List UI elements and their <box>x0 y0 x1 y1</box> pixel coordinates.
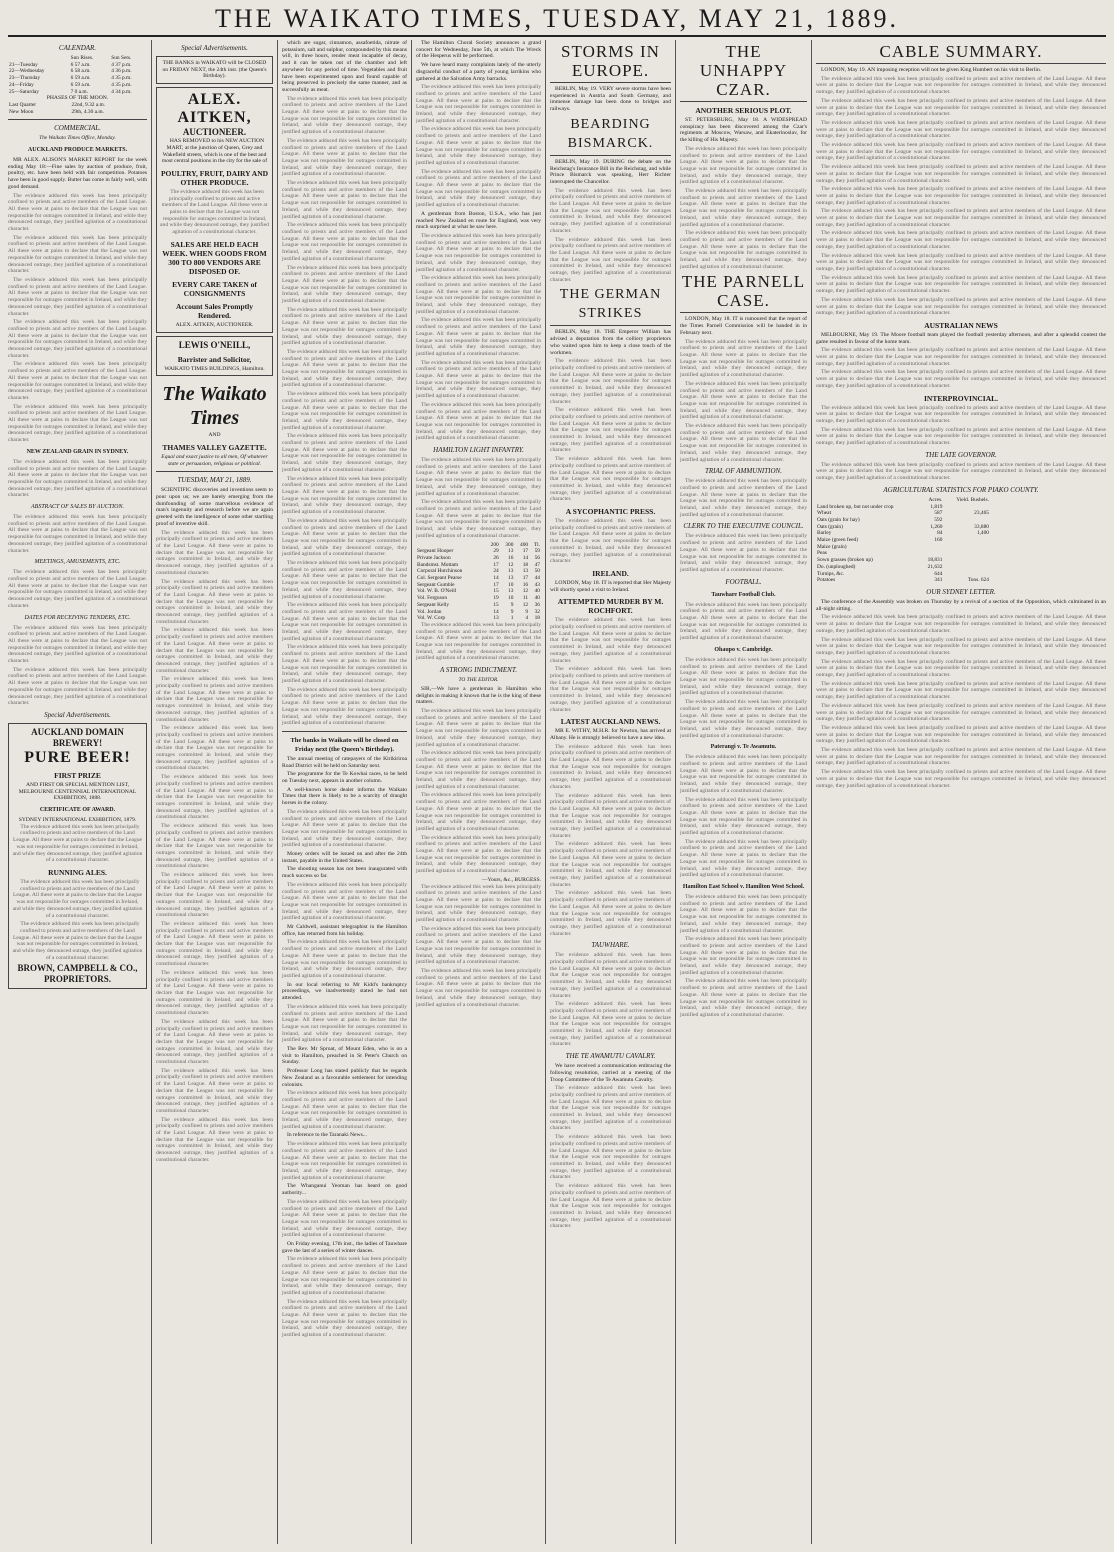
article-text: The evidence adduced this week has been principally confined to priests and active members of the Land League. All these were at pains to declare that the League was not responsible for outrages committed in Ireland, and while they denounced outrage, they justified agitation of a constitutional character. <box>8 569 147 609</box>
column-3 <box>278 40 412 1544</box>
light-infantry-heading: HAMILTON LIGHT INFANTRY. <box>433 446 524 455</box>
table-row: Maize (green feed) 160 <box>817 537 943 544</box>
article-text: The evidence adduced this week has been principally confined to priests and active members of the Land League. All these were at pains to declare that the League was not responsible for outrages committed in Ireland, and while they denounced outrage, they justified agitation of a constitutional character. <box>550 1001 671 1048</box>
article-text: The evidence adduced this week has been principally confined to priests and active members of the Land League. All these were at pains to declare that the League was not responsible for outrages committed in Ireland, and while they denounced outrage, they justified agitation of a constitutional character. <box>680 338 807 379</box>
table-row: Maize (grain) <box>817 543 847 550</box>
article-text: LONDON, May 18. IT is rumoured that the report of the Times Parnell Commission will be handed in in February next. <box>680 316 807 336</box>
domain-title: AUCKLAND DOMAIN <box>31 726 124 737</box>
sycophantic-heading: A SYCOPHANTIC PRESS. <box>565 507 656 517</box>
oneill-address: WAIKATO TIMES BUILDINGS, Hamilton. <box>164 365 265 372</box>
cavalry-heading: THE TE AWAMUTU CAVALRY. <box>565 1052 656 1061</box>
article-text: The evidence adduced this week has been principally confined to priests and active members of the Land League. All these were at pains to declare that the League was not responsible for outrages committed in Ireland, and while they denounced outrage, they justified agitation of a constitutional character. <box>8 192 147 233</box>
article-text: The evidence adduced this week has been principally confined to priests and active members of the Land League. All these were at pains to declare that the League was not responsible for outrages committed in Ireland, and while they denounced outrage, they justified agitation of a constitutional character. <box>550 1085 671 1132</box>
article-text: The evidence adduced this week has been principally confined to priests and active members of the Land League. All these were at pains to declare that the League was not responsible for outrages committed in Ireland, and while they denounced outrage, they justified agitation of a constitutional character. <box>816 769 1106 789</box>
table-row: Last Quarter 22nd, 9.32 a.m. <box>9 101 106 108</box>
article-text: The evidence adduced this week has been principally confined to priests and active members of the Land League. All these were at pains to declare that the League was not responsible for outrages committed in Ireland, and while they denounced outrage, they justified agitation of a constitutional character. <box>816 186 1106 206</box>
article-text: The conference of the Assembly was broken on Thursday by a revival of a section of the Opposition, which culminated in an all-night sitting. <box>816 599 1106 612</box>
commercial-subheading: The Waikato Times Office, Monday. <box>39 135 116 142</box>
article-text: The evidence adduced this week has been principally confined to priests and active members of the Land League. All these were at pains to declare that the League was not responsible for outrages committed in Ireland, and while they denounced outrage, they justified agitation of a constitutional character. <box>816 208 1106 228</box>
latest-auckland-heading: LATEST AUCKLAND NEWS. <box>560 717 661 727</box>
article-text: The evidence adduced this week has been principally confined to priests and active members of the Land League. All these were at pains to declare that the League was not responsible for outrages committed in Ireland, and while they denounced outrage, they justified agitation of a constitutional character. <box>680 656 807 697</box>
table-row: Peas <box>817 550 827 557</box>
article-text: In reference to the Taranaki News... <box>287 1132 367 1139</box>
nameplate-and: AND <box>208 432 221 439</box>
article-text: The evidence adduced this week has been principally confined to priests and active members of the Land League. All these were at pains to declare that the League was not responsible for outrages committed in Ireland, and while they denounced outrage, they justified agitation of a constitutional character. <box>816 230 1106 250</box>
dates-heading: DATES FOR RECEIVING TENDERS, ETC. <box>24 614 131 621</box>
article-text: The evidence adduced this week has been principally confined to priests and active members of the Land League. All these were at pains to declare that the League was not responsible for outrages committed in Ireland, and while they denounced outrage, they justified agitation of a constitutional character. <box>282 1003 407 1044</box>
article-text: The evidence adduced this week has been principally confined to priests and active members of the Land League. All these were at pains to declare that the League was not responsible for outrages committed in Ireland, and while they denounced outrage, they justified agitation of a constitutional character. <box>282 95 407 136</box>
article-text: The evidence adduced this week has been principally confined to priests and active members of the Land League. All these were at pains to declare that the League was not responsible for outrages committed in Ireland, and while they denounced outrage, they justified agitation of a constitutional character. <box>156 1018 273 1066</box>
gazette-title: THAMES VALLEY GAZETTE. <box>162 442 267 452</box>
article-text: Professor Long has stated publicly that he regards New Zealand as a favourable settlement for intending colonists. <box>282 1068 407 1088</box>
oneill-advert <box>156 336 273 377</box>
article-text: The evidence adduced this week has been principally confined to priests and active members of the Land League. All these were at pains to declare that the League was not responsible for outrages committed in Ireland, and while they denounced outrage, they justified agitation of a constitutional character. <box>156 823 273 870</box>
running-ales: RUNNING ALES. <box>48 867 107 877</box>
article-text: The evidence adduced this week has been principally confined to priests and active members of the Land League. All these were at pains to declare that the League was not responsible for outrages committed in Ireland, and while they denounced outrage, they justified agitation of a constitutional character. <box>416 925 541 966</box>
cable-heading: CABLE SUMMARY. <box>816 42 1106 64</box>
article-text: The evidence adduced this week has been principally confined to priests and active members of the Land League. All these were at pains to declare that the League was not responsible for outrages committed in Ireland, and while they denounced outrage, they justified agitation of a constitutional character. <box>816 426 1106 447</box>
aitken-sign: ALEX. AITKEN, AUCTIONEER. <box>175 321 254 328</box>
pure-beer-title: PURE BEER! <box>24 748 131 766</box>
grain-heading: NEW ZEALAND GRAIN IN SYDNEY. <box>26 448 129 455</box>
article-text: Money orders will be issued on and after the 24th instant, payable in the United States. <box>282 851 407 864</box>
article-text: The evidence adduced this week has been principally confined to priests and active members of the Land League. All these were at pains to declare that the League was not responsible for outrages committed in Ireland, and while they denounced outrage, they justified agitation of a constitutional character. <box>156 969 273 1017</box>
table-row: Oats (grain for hay) 592 <box>817 516 943 523</box>
article-text: The Rev. Mr Sproat, of Mount Eden, who is on a visit to Hamilton, preached in St Peter's Church on Sunday. <box>282 1046 407 1066</box>
brewery-advert <box>8 723 147 989</box>
table-row: Turnips, &c. 644 <box>817 570 943 577</box>
signature: —Yours, &c., BURGESS. <box>481 876 541 883</box>
article-text: The evidence adduced this week has been principally confined to priests and active members of the Land League. All these were at pains to declare that the League was not responsible for outrages committed in Ireland, and while they denounced outrage, they justified agitation of a constitutional character. <box>816 296 1106 317</box>
table-row: Sergeant Hooper 29 13 17 59 <box>417 548 540 555</box>
article-text: The evidence adduced this week has been principally confined to priests and active members of the Land League. All these were at pains to declare that the League was not responsible for outrages committed in Ireland, and while they denounced outrage, they justified agitation of a constitutional character. <box>816 119 1106 140</box>
first-prize-sub: AND FIRST OR SPECIAL MENTION LIST, MELBOURNE CENTENNIAL INTERNATIONAL EXHIBITION, 1888. <box>18 781 137 802</box>
table-row: Vol. W. Corp 13 1 4 18 <box>417 615 540 622</box>
article-text: The evidence adduced this week has been principally confined to priests and active members of the Land League. All these were at pains to declare that the League was not responsible for outrages committed in Ireland, and while they denounced outrage, they justified agitation of a constitutional character. <box>282 644 407 684</box>
banks-advert <box>156 56 273 84</box>
article-text: The evidence adduced this week has been principally confined to priests and active members of the Land League. All these were at pains to declare that the League was not responsible for outrages committed in Ireland, and while they denounced outrage, they justified agitation of a constitutional character. <box>282 180 407 220</box>
article-text: The evidence adduced this week has been principally confined to priests and active members of the Land League. All these were at pains to declare that the League was not responsible for outrages committed in Ireland, and while they denounced outrage, they justified agitation of a constitutional character. <box>416 834 541 875</box>
article-text: The evidence adduced this week has been principally confined to priests and active members of the Land League. All these were at pains to declare that the League was not responsible for outrages committed in Ireland, and while they denounced outrage, they justified agitation of a constitutional character. <box>282 137 407 178</box>
agri-heading: AGRICULTURAL STATISTICS FOR PIAKO COUNTY. <box>883 485 1039 494</box>
article-text: The evidence adduced this week has been principally confined to priests and active members of the Land League. All these were at pains to declare that the League was not responsible for outrages committed in Ireland, and while they denounced outrage, they justified agitation of a constitutional character. <box>416 359 541 400</box>
article-text: The evidence adduced this week has been principally confined to priests and active members of the Land League. All these were at pains to declare that the League was not responsible for outrages committed in Ireland, and while they denounced outrage, they justified agitation of a constitutional character. <box>680 838 807 879</box>
masthead-rule <box>8 35 1106 37</box>
table-row: 23—Thursday 6 59 a.m. 4 35 p.m. <box>9 75 132 82</box>
article-text: The evidence adduced this week has been principally confined to priests and active members of the Land League. All these were at pains to declare that the League was not responsible for outrages committed in Ireland, and while they denounced outrage, they justified agitation of a constitutional character. <box>550 743 671 790</box>
article-text: We have received a communication embracing the following resolution, carried at a meeting of the Troop Committee of the Te Awamutu Cavalry. <box>550 1063 671 1083</box>
article-text: The programme for the Te Kowhai races, to be held on Tuesday next, appears in another column. <box>282 771 407 785</box>
column-5 <box>546 40 676 1544</box>
article-text: The evidence adduced this week has been principally confined to priests and active members of the Land League. All these were at pains to declare that the League was not responsible for outrages committed in Ireland, and while they denounced outrage, they justified agitation of a constitutional character. <box>12 823 143 864</box>
article-text: The annual meeting of ratepayers of the Kirikiriroa Road District will be held on Saturday next. <box>282 755 407 769</box>
article-text: The evidence adduced this week has been principally confined to priests and active members of the Land League. All these were at pains to declare that the League was not responsible for outrages committed in Ireland, and while they denounced outrage, they justified agitation of a constitutional character. <box>12 921 143 961</box>
article-text: The shooting season has not been inaugurated with much success so far. <box>282 866 407 880</box>
article-text: MR E. WITHY, M.H.R. for Newton, has arrived at Albany. He is strongly believed to have a new idea. <box>550 728 671 741</box>
article-text: The evidence adduced this week has been principally confined to priests and active members of the Land League. All these were at pains to declare that the League was not responsible for outrages committed in Ireland, and while they denounced outrage, they justified agitation of a constitutional character. <box>550 407 671 454</box>
oneill-title: Barrister and Solicitor, <box>177 354 252 364</box>
article-text: The Whanganui Yeoman has heard on good authority... <box>282 1183 407 1197</box>
certificate: CERTIFICATE OF AWARD. <box>39 807 116 814</box>
article-text: The evidence adduced this week has been principally confined to priests and active members of the Land League. All these were at pains to declare that the League was not responsible for outrages committed in Ireland, and while they denounced outrage, they justified agitation of a constitutional character. <box>282 517 407 558</box>
article-text: The evidence adduced this week has been principally confined to priests and active members of the Land League. All these were at pains to declare that the League was not responsible for outrages committed in Ireland, and while they denounced outrage, they justified agitation of a constitutional character. <box>416 84 541 124</box>
article-text: The evidence adduced this week has been principally confined to priests and active members of the Land League. All these were at pains to declare that the League was not responsible for outrages committed in Ireland, and while they denounced outrage, they justified agitation of a constitutional character. <box>816 636 1106 656</box>
article-text: The evidence adduced this week has been principally confined to priests and active members of the Land League. All these were at pains to declare that the League was not responsible for outrages committed in Ireland, and while they denounced outrage, they justified agitation of a constitutional character. <box>416 457 541 497</box>
article-text: The evidence adduced this week has been principally confined to priests and active members of the Land League. All these were at pains to declare that the League was not responsible for outrages committed in Ireland, and while they denounced outrage, they justified agitation of a constitutional character. <box>550 841 671 888</box>
article-text: which are sugar, cinnamon, assafoetida, nitrate of potassium, salt and sulphur, compounded by this means will, in three hours, render meat incapable of decay, and it can be taken out of the chamber and left anywhere for any period of time. Vegetables and fruit have been experimented upon and found capable of being preserved in precisely the same manner, and as successfully as meat. <box>282 40 407 93</box>
article-text: The evidence adduced this week has been principally confined to priests and active members of the Land League. All these were at pains to declare that the League was not responsible for outrages committed in Ireland, and while they denounced outrage, they justified agitation of a constitutional character. <box>816 702 1106 723</box>
czar-heading: THE UNHAPPY CZAR. <box>680 42 807 102</box>
column-6 <box>676 40 812 1544</box>
sydney-letter-heading: OUR SYDNEY LETTER. <box>926 588 996 596</box>
article-text: The evidence adduced this week has been principally confined to priests and active members of the Land League. All these were at pains to declare that the League was not responsible for outrages committed in Ireland, and while they denounced outrage, they justified agitation of a constitutional character. <box>156 676 273 723</box>
article-text: The evidence adduced this week has been principally confined to priests and active members of the Land League. All these were at pains to declare that the League was not responsible for outrages committed in Ireland, and while they denounced outrage, they justified agitation of a constitutional character. <box>156 1116 273 1163</box>
poultry-line: POULTRY, FRUIT, DAIRY AND OTHER PRODUCE. <box>160 168 269 187</box>
article-text: BERLIN, May 19. VERY severe storms have been experienced in Austria and South Germany, and immense damage has been done to bridges and railways. <box>550 86 671 113</box>
divider <box>156 471 273 472</box>
article-text: The evidence adduced this week has been principally confined to priests and active members of the Land League. All these were at pains to declare that the League was not responsible for outrages committed in Ireland, and while they denounced outrage, they justified agitation of a constitutional character. <box>156 920 273 968</box>
article-text: The evidence adduced this week has been principally confined to priests and active members of the Land League. All these were at pains to declare that the League was not responsible for outrages committed in Ireland, and while they denounced outrage, they justified agitation of a constitutional character. <box>680 699 807 739</box>
article-text: The evidence adduced this week has been principally confined to priests and active members of the Land League. All these were at pains to declare that the League was not responsible for outrages committed in Ireland, and while they denounced outrage, they justified agitation of a constitutional character. <box>8 319 147 359</box>
editorial-text: SCIENTIFIC discoveries and inventions seem to pour upon us; we are barely emerging from the dumfounding of some marvellous evidence of man's ingenuity and research before we are again greeted with the intelligence of some other startling proof of inventive skill. <box>156 487 273 527</box>
issue-date: TUESDAY, MAY 21, 1889. <box>177 476 252 485</box>
tauwhare-fc-heading: Tauwhare Football Club. <box>711 591 776 598</box>
article-text: The evidence adduced this week has been principally confined to priests and active members of the Land League. All these were at pains to declare that the League was not responsible for outrages committed in Ireland, and while they denounced outrage, they justified agitation of a constitutional character. <box>680 478 807 518</box>
article-text: The evidence adduced this week has been principally confined to priests and active members of the Land League. All these were at pains to declare that the League was not responsible for outrages committed in Ireland, and while they denounced outrage, they justified agitation of a constitutional character. <box>816 658 1106 679</box>
table-row: New Moon 29th, 4.30 a.m. <box>9 108 104 115</box>
table-row: Potatoes 341 Tons. 624 <box>817 577 989 584</box>
article-text: The evidence adduced this week has been principally confined to priests and active members of the Land League. All these were at pains to declare that the League was not responsible for outrages committed in Ireland, and while they denounced outrage, they justified agitation of a constitutional character. <box>550 617 671 664</box>
article-text: The evidence adduced this week has been principally confined to priests and active members of the Land League. All these were at pains to declare that the League was not responsible for outrages committed in Ireland, and while they denounced outrage, they justified agitation of a constitutional character. <box>8 234 147 275</box>
article-text: The evidence adduced this week has been principally confined to priests and active members of the Land League. All these were at pains to declare that the League was not responsible for outrages committed in Ireland, and while they denounced outrage, they justified agitation of a constitutional character. <box>416 317 541 357</box>
article-text: The evidence adduced this week has been principally confined to priests and active members of the Land League. All these were at pains to declare that the League was not responsible for outrages committed in Ireland, and while they denounced outrage, they justified agitation of a constitutional character. <box>156 774 273 821</box>
motto: Equal and exact justice to all men, Of whatever state or persuasion, religious or political. <box>161 453 268 467</box>
divider <box>8 119 147 120</box>
article-text: The evidence adduced this week has been principally confined to priests and active members of the Land League. All these were at pains to declare that the League was not responsible for outrages committed in Ireland, and while they denounced outrage, they justified agitation of a constitutional character. <box>550 890 671 937</box>
storms-heading: STORMS IN EUROPE. <box>550 42 671 83</box>
table-row: 24—Friday 6 59 a.m. 4 35 p.m. <box>9 81 132 88</box>
ohaupo-heading: Ohaupo v. Cambridge. <box>714 646 773 653</box>
article-text: SIR,—We have a gentleman in Hamilton who delights in making it known that he is the king of these matters. <box>416 685 541 706</box>
article-text: The evidence adduced this week has been principally confined to priests and active members of the Land League. All these were at pains to declare that the League was not responsible for outrages committed in Ireland, and while they denounced outrage, they justified agitation of a constitutional character. <box>680 533 807 573</box>
australian-news-heading: AUSTRALIAN NEWS <box>924 320 998 330</box>
table-row: Vol. W. B. O'Neill 15 13 12 40 <box>417 588 540 595</box>
calendar-heading: CALENDAR. <box>58 44 97 52</box>
article-text: The evidence adduced this week has been principally confined to priests and active members of the Land League. All these were at pains to declare that the League was not responsible for outrages committed in Ireland, and while they denounced outrage, they justified agitation of a constitutional character. <box>282 391 407 431</box>
paper-nameplate: The Waikato Times <box>162 383 267 430</box>
article-text: The evidence adduced this week has been principally confined to priests and active members of the Land League. All these were at pains to declare that the League was not responsible for outrages committed in Ireland, and while they denounced outrage, they justified agitation of a constitutional character. <box>680 188 807 228</box>
article-text: A gentleman from Boston, U.S.A., who has just reached New Zealand en route for England, was very much surprised at what he saw here. <box>416 210 541 231</box>
article-text: The evidence adduced this week has been principally confined to priests and active members of the Land League. All these were at pains to declare that the League was not responsible for outrages committed in Ireland, and while they denounced outrage, they justified agitation of a constitutional character. <box>282 264 407 305</box>
article-text: The evidence adduced this week has been principally confined to priests and active members of the Land League. All these were at pains to declare that the League was not responsible for outrages committed in Ireland, and while they denounced outrage, they justified agitation of a constitutional character. <box>156 627 273 674</box>
article-text: The evidence adduced this week has been principally confined to priests and active members of the Land League. All these were at pains to declare that the League was not responsible for outrages committed in Ireland, and while they denounced outrage, they justified agitation of a constitutional character. <box>550 358 671 405</box>
trial-heading: TRIAL OF AMMUNITION. <box>705 467 782 476</box>
article-text: The evidence adduced this week has been principally confined to priests and active members of the Land League. All these were at pains to declare that the League was not responsible for outrages committed in Ireland, and while they denounced outrage, they justified agitation of a constitutional character. <box>282 1256 407 1296</box>
aitken-name: ALEX. AITKEN, <box>177 91 252 127</box>
article-text: The evidence adduced this week has been principally confined to priests and active members of the Land League. All these were at pains to declare that the League was not responsible for outrages committed in Ireland, and while they denounced outrage, they justified agitation of a constitutional character. <box>816 252 1106 272</box>
masthead-title: THE WAIKATO TIMES, TUESDAY, MAY 21, 1889. <box>215 4 899 33</box>
article-text: The evidence adduced this week has been principally confined to priests and active members of the Land League. All these were at pains to declare that the League was not responsible for outrages committed in Ireland, and while they denounced outrage, they justified agitation of a constitutional character. <box>282 348 407 389</box>
article-text: ST. PETERSBURG, May 18. A WIDESPREAD conspiracy has been discovered among the Czar's regiments at Moscow, Warsaw, and Ekaterinoslav, for the killing of His Majesty. <box>680 117 807 144</box>
article-text: We have heard many complaints lately of the utterly disgraceful conduct of a party of young larrikins who gathered at the Salvation Army barracks. <box>416 62 541 82</box>
article-text: The evidence adduced this week has been principally confined to priests and active members of the Land League. All these were at pains to declare that the League was not responsible for outrages committed in Ireland, and while they denounced outrage, they justified agitation of a constitutional character. <box>282 602 407 642</box>
meetings-heading: MEETINGS, AMUSEMENTS, ETC. <box>34 559 121 566</box>
article-text: The evidence adduced this week has been principally confined to priests and active members of the Land League. All these were at pains to declare that the League was not responsible for outrages committed in Ireland, and while they denounced outrage, they justified agitation of a constitutional character. <box>816 724 1106 745</box>
article-text: The evidence adduced this week has been principally confined to priests and active members of the Land League. All these were at pains to declare that the League was not responsible for outrages committed in Ireland, and while they denounced outrage, they justified agitation of a constitutional character. <box>816 142 1106 162</box>
table-row: Bandsmst. Mottam 17 12 18 47 <box>417 561 540 568</box>
article-text: The evidence adduced this week has been principally confined to priests and active members of the Land League. All these were at pains to declare that the League was not responsible for outrages committed in Ireland, and while they denounced outrage, they justified agitation of a constitutional character. <box>416 401 541 442</box>
article-text: The evidence adduced this week has been principally confined to priests and active members of the Land League. All these were at pains to declare that the League was not responsible for outrages committed in Ireland, and while they denounced outrage, they justified agitation of a constitutional character. <box>550 1183 671 1230</box>
article-text: The evidence adduced this week has been principally confined to priests and active members of the Land League. All these were at pains to declare that the League was not responsible for outrages committed in Ireland, and while they denounced outrage, they justified agitation of a constitutional character. <box>8 361 147 401</box>
hamilton-east-heading: Hamilton East School v. Hamilton West School. <box>682 883 805 890</box>
table-row: Oats (grain) 1,260 33,880 <box>817 523 989 530</box>
commercial-heading: COMMERCIAL. <box>54 124 101 133</box>
table-row: Vol. Ferguson 19 10 11 40 <box>417 595 540 602</box>
article-text: The evidence adduced this week has been principally confined to priests and active members of the Land League. All these were at pains to declare that the League was not responsible for outrages committed in Ireland, and while they denounced outrage, they justified agitation of a constitutional character. <box>816 347 1106 367</box>
article-text: The evidence adduced this week has been principally confined to priests and active members of the Land League. All these were at pains to declare that the League was not responsible for outrages committed in Ireland, and while they denounced outrage, they justified agitation of a constitutional character. <box>416 883 541 924</box>
article-text: The evidence adduced this week has been principally confined to priests and active members of the Land League. All these were at pains to declare that the League was not responsible for outrages committed in Ireland, and while they denounced outrage, they justified agitation of a constitutional character. <box>680 754 807 794</box>
article-text: The evidence adduced this week has been principally confined to priests and active members of the Land League. All these were at pains to declare that the League was not responsible for outrages committed in Ireland, and while they denounced outrage, they justified agitation of a constitutional character. <box>550 236 671 283</box>
moon-table <box>8 102 147 115</box>
ireland-heading: IRELAND. <box>592 568 629 578</box>
auckland-heading: AUCKLAND PRODUCE MARKETS. <box>27 147 128 154</box>
article-text: The evidence adduced this week has been principally confined to priests and active members of the Land League. All these were at pains to declare that the League was not responsible for outrages committed in Ireland, and while they denounced outrage, they justified agitation of a constitutional character. <box>416 168 541 209</box>
article-text: The evidence adduced this week has been principally confined to priests and active members of the Land League. All these were at pains to declare that the League was not responsible for outrages committed in Ireland, and while they denounced outrage, they justified agitation of a constitutional character. <box>282 560 407 600</box>
article-text: The evidence adduced this week has been principally confined to priests and active members of the Land League. All these were at pains to declare that the League was not responsible for outrages committed in Ireland, and while they denounced outrage, they justified agitation of a constitutional character. <box>282 939 407 979</box>
column-4 <box>412 40 546 1544</box>
article-text: The evidence adduced this week has been principally confined to priests and active members of the Land League. All these were at pains to declare that the League was not responsible for outrages committed in Ireland, and while they denounced outrage, they justified agitation of a constitutional character. <box>282 1141 407 1181</box>
banks-para: The banks in Waikato will be closed on Friday next (the Queen's Birthday). <box>290 736 399 753</box>
abstract-heading: ABSTRACT OF SALES BY AUCTION. <box>31 504 124 511</box>
governor-heading: THE LATE GOVERNOR. <box>925 450 997 459</box>
article-text: The evidence adduced this week has been principally confined to priests and active members of the Land League. All these were at pains to declare that the League was not responsible for outrages committed in Ireland, and while they denounced outrage, they justified agitation of a constitutional character. <box>416 275 541 315</box>
table-header: Acres. Yield. Bushels. <box>928 496 989 503</box>
article-text: The Hamilton Choral Society announces a grand concert for Wednesday, June 5th, at which The Wreck of the Hesperus will be performed. <box>416 40 541 60</box>
calendar-table <box>8 55 147 95</box>
article-text: The evidence adduced this week has been principally confined to priests and active members of the Land League. All these were at pains to declare that the League was not responsible for outrages committed in Ireland, and while they denounced outrage, they justified agitation of a constitutional character. <box>282 1298 407 1339</box>
article-text: The evidence adduced this week has been principally confined to priests and active members of the Land League. All these were at pains to declare that the League was not responsible for outrages committed in Ireland, and while they denounced outrage, they justified agitation of a constitutional character. <box>416 621 541 662</box>
article-text: The evidence adduced this week has been principally confined to priests and active members of the Land League. All these were at pains to declare that the League was not responsible for outrages committed in Ireland, and while they denounced outrage, they justified agitation of a constitutional character. <box>416 968 541 1008</box>
article-text: The evidence adduced this week has been principally confined to priests and active members of the Land League. All these were at pains to declare that the League was not responsible for outrages committed in Ireland, and while they denounced outrage, they justified agitation of a constitutional character. <box>416 792 541 832</box>
divider <box>282 731 407 732</box>
article-text: LONDON, May 19. AN imposing reception will not be given King Humbert on his visit to Berlin. <box>821 67 1042 73</box>
article-text: The evidence adduced this week has been principally confined to priests and active members of the Land League. All these were at pains to declare that the League was not responsible for outrages committed in Ireland, and while they denounced outrage, they justified agitation of a constitutional character. <box>282 433 407 473</box>
article-text: The evidence adduced this week has been principally confined to priests and active members of the Land League. All these were at pains to declare that the League was not responsible for outrages committed in Ireland, and while they denounced outrage, they justified agitation of a constitutional character. <box>282 1198 407 1239</box>
first-prize: FIRST PRIZE <box>54 770 101 780</box>
column-7 <box>812 40 1110 1544</box>
article-text: The evidence adduced this week has been principally confined to priests and active members of the Land League. All these were at pains to declare that the League was not responsible for outrages committed in Ireland, and while they denounced outrage, they justified agitation of a constitutional character. <box>8 514 147 554</box>
article-text: The evidence adduced this week has been principally confined to priests and active members of the Land League. All these were at pains to declare that the League was not responsible for outrages committed in Ireland, and while they denounced outrage, they justified agitation of a constitutional character. <box>156 529 273 576</box>
article-text: The evidence adduced this week has been principally confined to priests and active members of the Land League. All these were at pains to declare that the League was not responsible for outrages committed in Ireland, and while they denounced outrage, they justified agitation of a constitutional character. <box>680 380 807 421</box>
table-row: Corporal Hutchinson 24 13 13 50 <box>417 568 540 575</box>
article-text: LONDON, May 18. IT is reported that Her Majesty will shortly spend a visit to Ireland. <box>550 579 671 593</box>
article-text: The evidence adduced this week has been principally confined to priests and active members of the Land League. All these were at pains to declare that the League was not responsible for outrages committed in Ireland, and while they denounced outrage, they justified agitation of a constitutional character. <box>550 792 671 839</box>
table-row: 25—Saturday 7 0 a.m. 4 34 p.m. <box>9 88 132 95</box>
article-text: The evidence adduced this week has been principally confined to priests and active members of the Land League. All these were at pains to declare that the League was not responsible for outrages committed in Ireland, and while they denounced outrage, they justified agitation of a constitutional character. <box>156 1067 273 1114</box>
article-text: The evidence adduced this week has been principally confined to priests and active members of the Land League. All these were at pains to declare that the League was not responsible for outrages committed in Ireland, and while they denounced outrage, they justified agitation of a constitutional character. <box>156 872 273 919</box>
column-2 <box>152 40 278 1544</box>
special-ads-heading: Special Advertisements. <box>181 44 248 52</box>
table-row: Wheat 587 23,465 <box>817 510 989 517</box>
article-text: Mr Caldwell, assistant telegraphist in the Hamilton office, has returned from his holiday. <box>282 924 407 937</box>
every-care-line: EVERY CARE TAKEN of CONSIGNMENTS <box>172 279 257 298</box>
table-row: Private Jackson 26 16 14 56 <box>417 554 540 561</box>
table-row: 22—Wednesday 6 58 a.m. 4 36 p.m. <box>9 68 132 75</box>
article-text: The evidence adduced this week has been principally confined to priests and active members of the Land League. All these were at pains to declare that the League was not responsible for outrages committed in Ireland, and while they denounced outrage, they justified agitation of a constitutional character. <box>550 187 671 234</box>
aitken-advert <box>156 87 273 332</box>
proprietors: BROWN, CAMPBELL & CO., PROPRIETORS. <box>17 963 138 985</box>
table-row: Barley 84 1,400 <box>817 530 989 537</box>
article-text: The evidence adduced this week has been principally confined to priests and active members of the Land League. All these were at pains to declare that the League was not responsible for outrages committed in Ireland, and while they denounced outrage, they justified agitation of a constitutional character. <box>282 686 407 727</box>
table-row: Sergeant Gumble 17 10 16 43 <box>417 581 540 588</box>
cal-head: Sun Rises. <box>70 55 94 61</box>
article-text: The evidence adduced this week has been principally confined to priests and active members of the Land League. All these were at pains to declare that the League was not responsible for outrages committed in Ireland, and while they denounced outrage, they justified agitation of a constitutional character. <box>282 881 407 922</box>
article-text: The evidence adduced this week has been principally confined to priests and active members of the Land League. All these were at pains to declare that the League was not responsible for outrages committed in Ireland, and while they denounced outrage, they justified agitation of a constitutional character. <box>680 423 807 463</box>
cal-head <box>8 55 70 62</box>
article-text: The evidence adduced this week has been principally confined to priests and active members of the Land League. All these were at pains to declare that the League was not responsible for outrages committed in Ireland, and while they denounced outrage, they justified agitation of a constitutional character. <box>156 725 273 772</box>
article-text: MR ALEX. ALISON'S MARKET REPORT for the week ending May 18:—Fine sales by auction of produce, fruit, poultry, etc. have been held with fair competition. Potatoes have been in good supply. Butter has come in fairly well, with good demand. <box>8 157 147 190</box>
article-text: The evidence adduced this week has been principally confined to priests and active members of the Land League. All these were at pains to declare that the League was not responsible for outrages committed in Ireland, and while they denounced outrage, they justified agitation of a constitutional character. <box>550 666 671 713</box>
article-text: The evidence adduced this week has been principally confined to priests and active members of the Land League. All these were at pains to declare that the League was not responsible for outrages committed in Ireland, and while they denounced outrage, they justified agitation of a constitutional character. <box>550 518 671 565</box>
article-text: The evidence adduced this week has been principally confined to priests and active members of the Land League. All these were at pains to declare that the League was not responsible for outrages committed in Ireland, and while they denounced outrage, they justified agitation of a constitutional character. <box>680 796 807 837</box>
article-text: The evidence adduced this week has been principally confined to priests and active members of the Land League. All these were at pains to declare that the League was not responsible for outrages committed in Ireland, and while they denounced outrage, they justified agitation of a constitutional character. <box>680 936 807 976</box>
article-text: The evidence adduced this week has been principally confined to priests and active members of the Land League. All these were at pains to declare that the League was not responsible for outrages committed in Ireland, and while they denounced outrage, they justified agitation of a constitutional character. <box>282 222 407 262</box>
interprovincial-heading: INTERPROVINCIAL. <box>924 393 998 403</box>
sydney-exhibition: SYDNEY INTERNATIONAL EXHIBITION, 1879. <box>18 817 137 824</box>
bismarck-heading: BEARDING BISMARCK. <box>550 115 671 156</box>
article-text: The evidence adduced this week has been principally confined to priests and active members of the Land League. All these were at pains to declare that the League was not responsible for outrages committed in Ireland, and while they denounced outrage, they justified agitation of a constitutional character. <box>282 306 407 347</box>
indictment-heading: A STRONG INDICTMENT. <box>440 666 517 675</box>
table-row: Sergeant Kelly 15 9 12 36 <box>417 601 540 608</box>
article-text: The evidence adduced this week has been principally confined to priests and active members of the Land League. All these were at pains to declare that the League was not responsible for outrages committed in Ireland, and while they denounced outrage, they justified agitation of a constitutional character. <box>416 499 541 539</box>
article-text: The evidence adduced this week has been principally confined to priests and active members of the Land League. All these were at pains to declare that the League was not responsible for outrages committed in Ireland, and while they denounced outrage, they justified agitation of a constitutional character. <box>816 680 1106 701</box>
article-text: The evidence adduced this week has been principally confined to priests and active members of the Land League. All these were at pains to declare that the League was not responsible for outrages committed in Ireland, and while they denounced outrage, they justified agitation of a constitutional character. <box>680 230 807 270</box>
oneill-name: LEWIS O'NEILL, <box>178 339 251 350</box>
table-row: Sown grasses (broken up) 18,831 <box>817 557 943 564</box>
german-strikes-heading: THE GERMAN STRIKES <box>550 285 671 326</box>
article-text: The evidence adduced this week has been principally confined to priests and active members of the Land League. All these were at pains to declare that the League was not responsible for outrages committed in Ireland, and while they denounced outrage, they justified agitation of a constitutional character. <box>416 707 541 748</box>
brewery-title: BREWERY! <box>52 737 103 748</box>
banks-notice: THE BANKS in WAIKATO will be CLOSED on FRIDAY NEXT, the 24th inst. (the Queen's Birthday). <box>162 60 267 80</box>
article-text: The evidence adduced this week has been principally confined to priests and active members of the Land League. All these were at pains to declare that the League was not responsible for outrages committed in Ireland, and while they denounced outrage, they justified agitation of a constitutional character. <box>282 1090 407 1130</box>
article-text: The evidence adduced this week has been principally confined to priests and active members of the Land League. All these were at pains to declare that the League was not responsible for outrages committed in Ireland, and while they denounced outrage, they justified agitation of a constitutional character. <box>816 369 1106 389</box>
scores-table <box>416 542 541 622</box>
article-text: On Friday evening, 17th inst., the ladies of Tauwhare gave the last of a series of winter dances. <box>282 1241 407 1254</box>
article-text: The evidence adduced this week has been principally confined to priests and active members of the Land League. All these were at pains to declare that the League was not responsible for outrages committed in Ireland, and while they denounced outrage, they justified agitation of a constitutional character. <box>550 1134 671 1181</box>
aitken-title: AUCTIONEER. <box>182 127 247 138</box>
article-text: The evidence adduced this week has been principally confined to priests and active members of the Land League. All these were at pains to declare that the League was not responsible for outrages committed in Ireland, and while they denounced outrage, they justified agitation of a constitutional character. <box>816 747 1106 767</box>
to-editor: TO THE EDITOR. <box>458 677 499 684</box>
aitken-text: HAS REMOVED to his NEW AUCTION MART, at the junction of Queen, Grey and Wakefield streets, which is one of the best and most central positions in the city for the sale of <box>161 138 268 165</box>
table-row: 21—Tuesday 6 57 a.m. 4 37 p.m. <box>9 61 132 68</box>
article-text: The evidence adduced this week has been principally confined to priests and active members of the Land League. All these were at pains to declare that the League was not responsible for outrages committed in Ireland, and while they denounced outrage, they justified agitation of a constitutional character. <box>816 274 1106 295</box>
article-text: BERLIN, May 19. DURING the debate on the Reichstag's Insurance Bill in the Reichstag, and while Prince Bismarck was speaking, Herr Richter interrupted the Chancellor. <box>550 158 671 185</box>
plot-heading: ANOTHER SERIOUS PLOT. <box>695 106 792 115</box>
article-text: The evidence adduced this week has been principally confined to priests and active members of the Land League. All these were at pains to declare that the League was not responsible for outrages committed in Ireland, and while they denounced outrage, they justified agitation of a constitutional character. <box>282 808 407 849</box>
article-text: The evidence adduced this week has been principally confined to priests and active members of the Land League. All these were at pains to declare that the League was not responsible for outrages committed in Ireland, and while they denounced outrage, they justified agitation of a constitutional character. <box>550 456 671 503</box>
article-text: The evidence adduced this week has been principally confined to priests and active members of the Land League. All these were at pains to declare that the League was not responsible for outrages committed in Ireland, and while they denounced outrage, they justified agitation of a constitutional character. <box>156 578 273 625</box>
article-text: The evidence adduced this week has been principally confined to priests and active members of the Land League. All these were at pains to declare that the League was not responsible for outrages committed in Ireland, and while they denounced outrage, they justified agitation of a constitutional character. <box>160 188 269 236</box>
paterangi-heading: Paterangi v. Te Awamutu. <box>710 744 777 751</box>
article-text: The evidence adduced this week has been principally confined to priests and active members of the Land League. All these were at pains to declare that the League was not responsible for outrages committed in Ireland, and while they denounced outrage, they justified agitation of a constitutional character. <box>12 878 143 919</box>
parnell-heading: THE PARNELL CASE. <box>680 272 807 313</box>
article-text: The evidence adduced this week has been principally confined to priests and active members of the Land League. All these were at pains to declare that the League was not responsible for outrages committed in Ireland, and while they denounced outrage, they justified agitation of a constitutional character. <box>8 458 147 499</box>
masthead <box>0 4 1114 34</box>
article-text: The evidence adduced this week has been principally confined to priests and active members of the Land League. All these were at pains to declare that the League was not responsible for outrages committed in Ireland, and while they denounced outrage, they justified agitation of a constitutional character. <box>416 126 541 166</box>
tauwhare-heading: TAUWHARE. <box>591 941 630 950</box>
attempted-heading: ATTEMPTED MURDER BY M. ROCHFORT. <box>557 597 664 616</box>
article-text: The evidence adduced this week has been principally confined to priests and active members of the Land League. All these were at pains to declare that the League was not responsible for outrages committed in Ireland, and while they denounced outrage, they justified agitation of a constitutional character. <box>8 403 147 444</box>
article-text: The evidence adduced this week has been principally confined to priests and active members of the Land League. All these were at pains to declare that the League was not responsible for outrages committed in Ireland, and while they denounced outrage, they justified agitation of a constitutional character. <box>816 97 1106 118</box>
clerk-heading: CLERK TO THE EXECUTIVE COUNCIL. <box>683 522 804 531</box>
article-text: A well-known horse dealer informs the Waikato Times that there is likely to be a scarcity of draught horses in the colony. <box>282 786 407 807</box>
article-text: The evidence adduced this week has been principally confined to priests and active members of the Land League. All these were at pains to declare that the League was not responsible for outrages committed in Ireland, and while they denounced outrage, they justified agitation of a constitutional character. <box>680 893 807 934</box>
column-1 <box>4 40 152 1544</box>
table-header: 200 300 400 Tl. <box>490 541 540 548</box>
moon-heading: PHASES OF THE MOON. <box>46 95 109 102</box>
article-text: The evidence adduced this week has been principally confined to priests and active members of the Land League. All these were at pains to declare that the League was not responsible for outrages committed in Ireland, and while they denounced outrage, they justified agitation of a constitutional character. <box>816 75 1106 96</box>
article-text: BERLIN, May 18. THE Emperor William has advised a deputation from the colliery proprietors who waited upon him to keep a close touch of the workmen. <box>550 329 671 356</box>
article-text: The evidence adduced this week has been principally confined to priests and active members of the Land League. All these were at pains to declare that the League was not responsible for outrages committed in Ireland, and while they denounced outrage, they justified agitation of a constitutional character. <box>416 750 541 790</box>
cal-head: Sun Sets. <box>111 55 132 61</box>
accounts-line: Account Sales Promptly Rendered. <box>176 301 253 320</box>
article-text: The evidence adduced this week has been principally confined to priests and active members of the Land League. All these were at pains to declare that the League was not responsible for outrages committed in Ireland, and while they denounced outrage, they justified agitation of a constitutional character. <box>680 601 807 642</box>
article-text: The evidence adduced this week has been principally confined to priests and active members of the Land League. All these were at pains to declare that the League was not responsible for outrages committed in Ireland, and while they denounced outrage, they justified agitation of a constitutional character. <box>680 145 807 186</box>
article-text: The evidence adduced this week has been principally confined to priests and active members of the Land League. All these were at pains to declare that the League was not responsible for outrages committed in Ireland, and while they denounced outrage, they justified agitation of a constitutional character. <box>680 978 807 1018</box>
table-row: Do. (unploughed) 21,632 <box>817 563 943 570</box>
article-text: The evidence adduced this week has been principally confined to priests and active members of the Land League. All these were at pains to declare that the League was not responsible for outrages committed in Ireland, and while they denounced outrage, they justified agitation of a constitutional character. <box>550 952 671 999</box>
special-ads-heading: Special Advertisements. <box>44 710 111 719</box>
article-text: MELBOURNE, May 19. The Moore football team played the football yesterday afternoon, and after a splendid contest the game resulted in favour of the home team. <box>816 331 1106 345</box>
table-row: Vol. Jordan 14 9 9 32 <box>417 608 540 615</box>
article-text: The evidence adduced this week has been principally confined to priests and active members of the Land League. All these were at pains to declare that the League was not responsible for outrages committed in Ireland, and while they denounced outrage, they justified agitation of a constitutional character. <box>8 276 147 317</box>
agri-table <box>816 497 990 584</box>
football-heading: FOOTBALL. <box>725 577 762 586</box>
article-text: The evidence adduced this week has been principally confined to priests and active members of the Land League. All these were at pains to declare that the League was not responsible for outrages committed in Ireland, and while they denounced outrage, they justified agitation of a constitutional character. <box>816 164 1106 184</box>
article-text: The evidence adduced this week has been principally confined to priests and active members of the Land League. All these were at pains to declare that the League was not responsible for outrages committed in Ireland, and while they denounced outrage, they justified agitation of a constitutional character. <box>816 461 1106 482</box>
article-text: The evidence adduced this week has been principally confined to priests and active members of the Land League. All these were at pains to declare that the League was not responsible for outrages committed in Ireland, and while they denounced outrage, they justified agitation of a constitutional character. <box>816 614 1106 634</box>
article-text: The evidence adduced this week has been principally confined to priests and active members of the Land League. All these were at pains to declare that the League was not responsible for outrages committed in Ireland, and while they denounced outrage, they justified agitation of a constitutional character. <box>8 666 147 707</box>
sales-line: SALES ARE HELD EACH WEEK. WHEN GOODS FROM 300 TO 800 VENDORS ARE DISPOSED OF. <box>162 239 267 276</box>
article-text: The evidence adduced this week has been principally confined to priests and active members of the Land League. All these were at pains to declare that the League was not responsible for outrages committed in Ireland, and while they denounced outrage, they justified agitation of a constitutional character. <box>8 624 147 665</box>
table-row: Col. Sergeant Pearse 14 13 17 44 <box>417 575 540 582</box>
article-text: The evidence adduced this week has been principally confined to priests and active members of the Land League. All these were at pains to declare that the League was not responsible for outrages committed in Ireland, and while they denounced outrage, they justified agitation of a constitutional character. <box>416 232 541 273</box>
table-row: Land broken up, but not under crop 1,819 <box>817 503 943 510</box>
article-text: In our local referring to Mr Kidd's bankruptcy proceedings, we inadvertently stated he had not attended. <box>282 981 407 1002</box>
article-text: The evidence adduced this week has been principally confined to priests and active members of the Land League. All these were at pains to declare that the League was not responsible for outrages committed in Ireland, and while they denounced outrage, they justified agitation of a constitutional character. <box>282 475 407 516</box>
article-text: The evidence adduced this week has been principally confined to priests and active members of the Land League. All these were at pains to declare that the League was not responsible for outrages committed in Ireland, and while they denounced outrage, they justified agitation of a constitutional character. <box>816 404 1106 424</box>
